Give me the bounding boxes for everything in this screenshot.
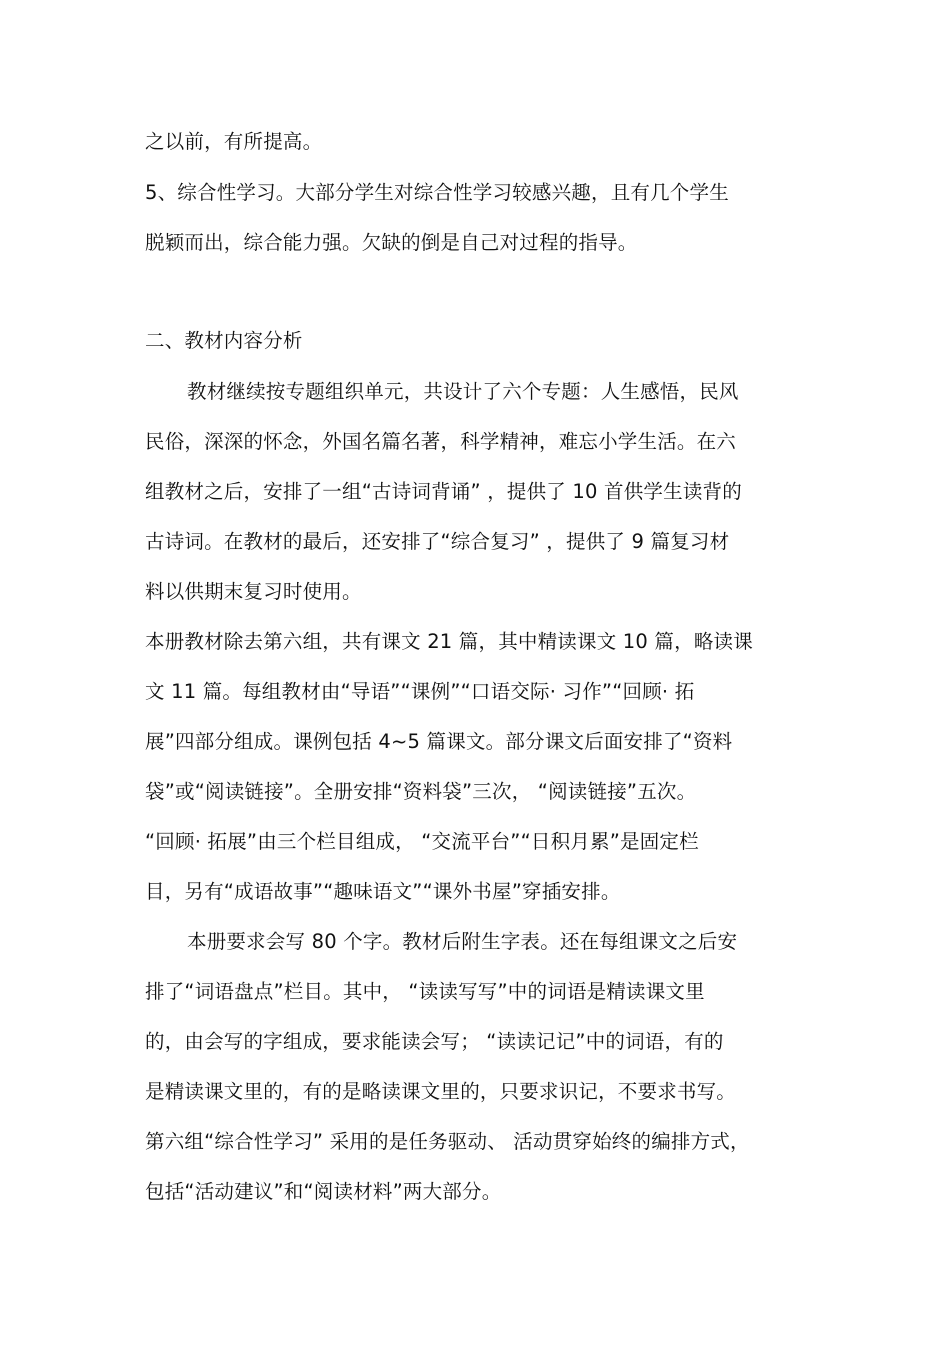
paragraph-line: 5、综合性学习。大部分学生对综合性学习较感兴趣，且有几个学生 [145,181,729,204]
paragraph-line: 组教材之后，安排了一组“古诗词背诵” ，提供了 10 首供学生读背的 [145,480,742,503]
paragraph-line: 目，另有“成语故事”“趣味语文”“课外书屋”穿插安排。 [145,880,621,903]
section-heading: 二、教材内容分析 [145,329,303,352]
paragraph-line: 是精读课文里的，有的是略读课文里的，只要求识记，不要求书写。 [145,1080,737,1103]
paragraph-line: 教材继续按专题组织单元，共设计了六个专题：人生感悟，民风 [187,380,739,403]
paragraph-line: 袋”或“阅读链接”。全册安排“资料袋”三次， “阅读链接”五次。 [145,780,697,803]
paragraph-line: 文 11 篇。每组教材由“导语”“课例”“口语交际· 习作”“回顾· 拓 [145,680,695,703]
paragraph-line: 排了“词语盘点”栏目。其中， “读读写写”中的词语是精读课文里 [145,980,705,1003]
paragraph-line: 脱颖而出，综合能力强。欠缺的倒是自己对过程的指导。 [145,231,638,254]
paragraph-line: 料以供期末复习时使用。 [145,580,362,603]
paragraph-line: 展”四部分组成。课例包括 4~5 篇课文。部分课文后面安排了“资料 [145,730,733,753]
paragraph-line: 民俗，深深的怀念，外国名篇名著，科学精神，难忘小学生活。在六 [145,430,737,453]
paragraph-line: 第六组“综合性学习” 采用的是任务驱动、 活动贯穿始终的编排方式， [145,1130,750,1153]
paragraph-line: 的，由会写的字组成，要求能读会写； “读读记记”中的词语，有的 [145,1030,724,1053]
paragraph-line: “回顾· 拓展”由三个栏目组成， “交流平台”“日积月累”是固定栏 [145,830,699,853]
paragraph-line: 古诗词。在教材的最后，还安排了“综合复习” ，提供了 9 篇复习材 [145,530,730,553]
paragraph-line: 包括“活动建议”和“阅读材料”两大部分。 [145,1180,502,1203]
paragraph-line: 本册要求会写 80 个字。教材后附生字表。还在每组课文之后安 [187,930,738,953]
paragraph-line: 本册教材除去第六组，共有课文 21 篇，其中精读课文 10 篇，略读课 [145,630,753,653]
paragraph-line: 之以前，有所提高。 [145,130,323,153]
